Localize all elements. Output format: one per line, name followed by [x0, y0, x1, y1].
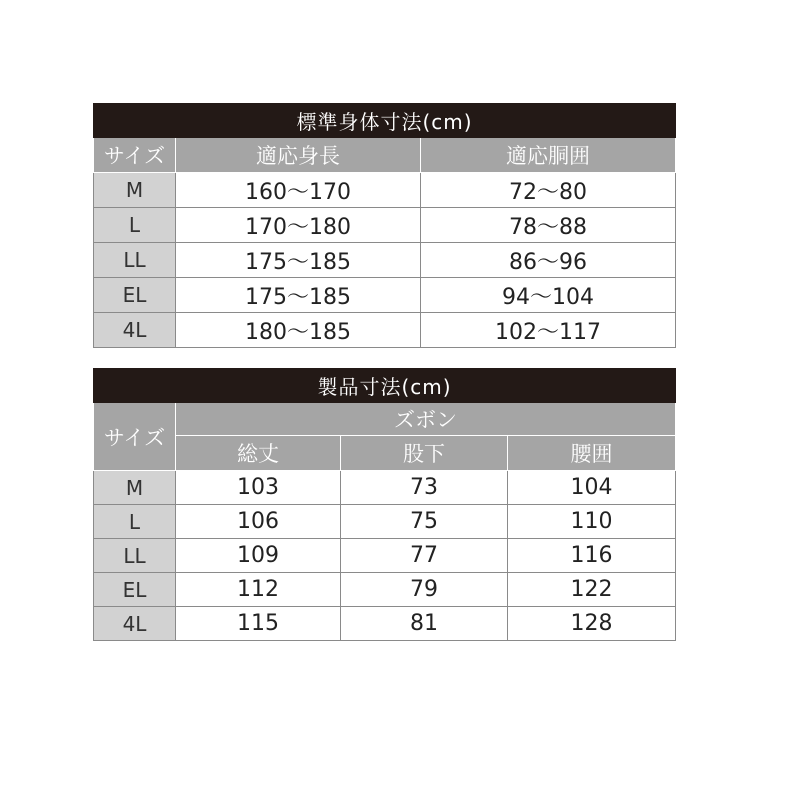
size-label: M — [94, 173, 176, 208]
size-label: 4L — [94, 313, 176, 348]
inseam-value: 73 — [341, 471, 508, 505]
size-label: M — [94, 471, 176, 505]
hip-header: 腰囲 — [508, 436, 676, 471]
size-header: サイズ — [94, 403, 176, 471]
inseam-header: 股下 — [341, 436, 508, 471]
inseam-value: 75 — [341, 505, 508, 539]
table-row — [94, 607, 676, 641]
height-range: 170～180 — [176, 208, 421, 243]
table-row — [94, 173, 676, 208]
size-label: 4L — [94, 607, 176, 641]
total-length-value: 109 — [176, 539, 341, 573]
height-range: 180～185 — [176, 313, 421, 348]
hip-value: 104 — [508, 471, 676, 505]
waist-range: 86～96 — [421, 243, 676, 278]
size-label: L — [94, 208, 176, 243]
hip-value: 128 — [508, 607, 676, 641]
total-length-header: 総丈 — [176, 436, 341, 471]
total-length-value: 103 — [176, 471, 341, 505]
height-range: 160～170 — [176, 173, 421, 208]
waist-header: 適応胴囲 — [421, 138, 676, 173]
body-size-table — [93, 103, 676, 348]
table-row — [94, 278, 676, 313]
hip-value: 122 — [508, 573, 676, 607]
size-label: LL — [94, 539, 176, 573]
waist-range: 72～80 — [421, 173, 676, 208]
total-length-value: 112 — [176, 573, 341, 607]
table-row — [94, 243, 676, 278]
inseam-value: 81 — [341, 607, 508, 641]
product-size-table — [93, 368, 676, 641]
table-row — [94, 313, 676, 348]
size-label: EL — [94, 573, 176, 607]
inseam-value: 77 — [341, 539, 508, 573]
hip-value: 116 — [508, 539, 676, 573]
size-label: L — [94, 505, 176, 539]
height-range: 175～185 — [176, 278, 421, 313]
inseam-value: 79 — [341, 573, 508, 607]
height-range: 175～185 — [176, 243, 421, 278]
size-header: サイズ — [94, 138, 176, 173]
size-label: LL — [94, 243, 176, 278]
total-length-value: 106 — [176, 505, 341, 539]
product-size-title: 製品寸法(cm) — [94, 369, 676, 403]
table-row — [94, 471, 676, 505]
waist-range: 78～88 — [421, 208, 676, 243]
body-size-title: 標準身体寸法(cm) — [94, 104, 676, 138]
waist-range: 94～104 — [421, 278, 676, 313]
height-header: 適応身長 — [176, 138, 421, 173]
table-row — [94, 539, 676, 573]
size-label: EL — [94, 278, 176, 313]
table-row — [94, 208, 676, 243]
total-length-value: 115 — [176, 607, 341, 641]
hip-value: 110 — [508, 505, 676, 539]
waist-range: 102～117 — [421, 313, 676, 348]
trousers-header: ズボン — [176, 403, 676, 436]
table-row — [94, 573, 676, 607]
table-row — [94, 505, 676, 539]
